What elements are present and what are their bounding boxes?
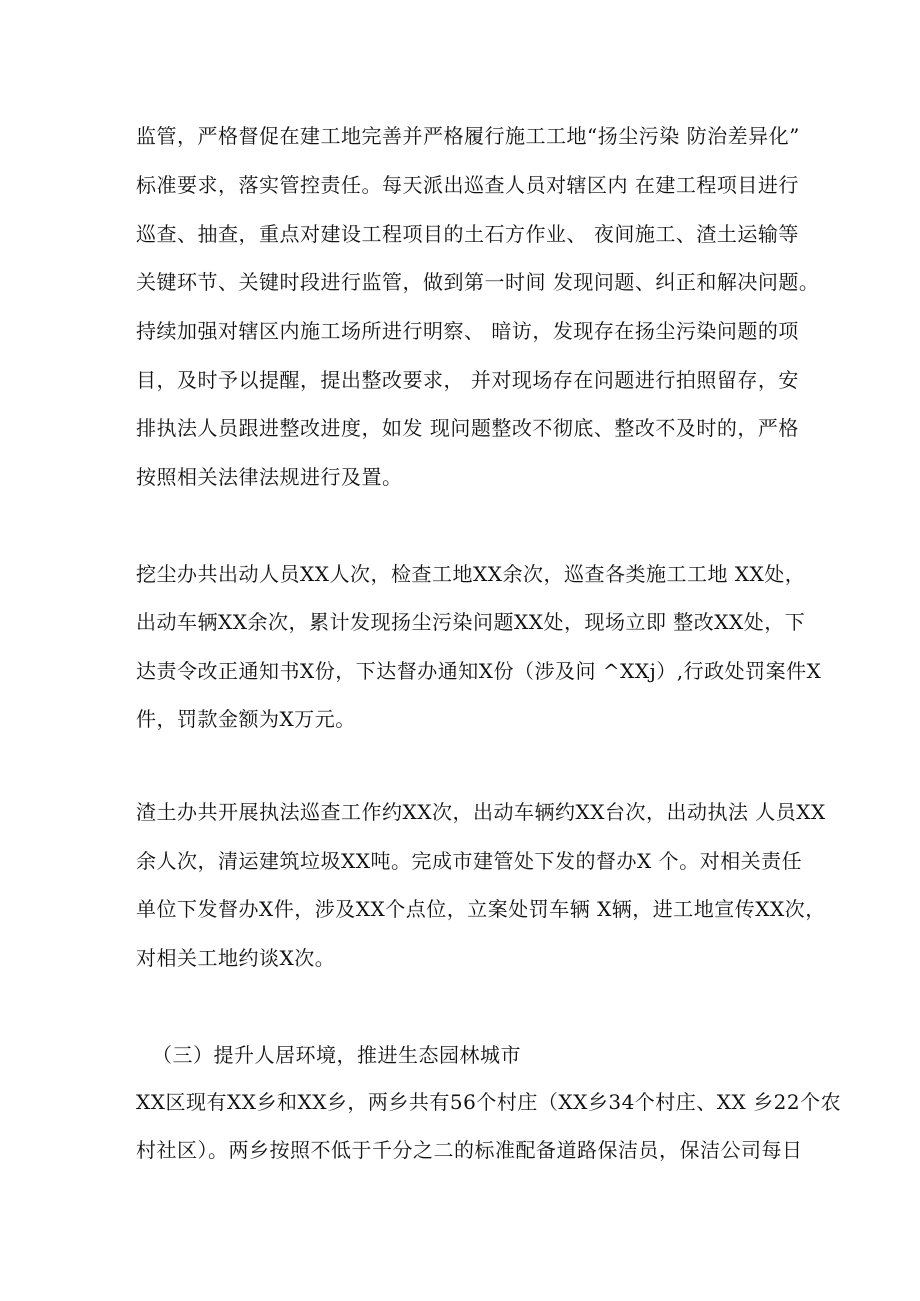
paragraph-line: 单位下发督办X件，涉及XX个点位，立案处罚车辆 X辆，进工地宣传XX次，: [136, 897, 826, 921]
paragraph-line: 监管，严格督促在建工地完善并严格履行施工工地“扬尘污染 防治差异化”: [136, 124, 800, 148]
paragraph-line: 排执法人员跟进整改进度，如发 现问题整改不彻底、整改不及时的，严格: [136, 416, 799, 440]
paragraph-line: 对相关工地约谈X次。: [136, 946, 336, 970]
paragraph-line: 渣土办共开展执法巡查工作约XX次，出动车辆约XX台次，出动执法 人员XX: [136, 800, 826, 824]
paragraph-line: 余人次，清运建筑垃圾XX吨。完成市建管处下发的督办X 个。对相关责任: [136, 849, 803, 873]
paragraph-line: 出动车辆XX余次，累计发现扬尘污染问题XX处，现场立即 整改XX处，下: [136, 610, 806, 634]
paragraph-line: 巡查、抽查，重点对建设工程项目的土石方作业、 夜间施工、渣土运输等: [136, 222, 799, 246]
paragraph-line: XX区现有XX乡和XX乡，两乡共有56个村庄（XX乡34个村庄、XX 乡22个农: [136, 1090, 842, 1114]
paragraph-line: 达责令改正通知书X份，下达督办通知X份（涉及问 ^XXj）,行政处罚案件X: [136, 659, 822, 683]
paragraph-line: 目，及时予以提醒，提出整改要求， 并对现场存在问题进行拍照留存，安: [136, 368, 799, 392]
paragraph-line: 持续加强对辖区内施工场所进行明察、 暗访，发现存在扬尘污染问题的项: [136, 319, 799, 343]
paragraph-line: 挖尘办共出动人员XX人次，检查工地XX余次，巡查各类施工工地 XX处，: [136, 562, 806, 586]
paragraph-line: 按照相关法律法规进行及置。: [136, 465, 403, 489]
paragraph-line: 村社区）。两乡按照不低于千分之二的标准配备道路保洁员，保洁公司每日: [136, 1138, 803, 1162]
paragraph-line: 标准要求，落实管控责任。每天派出巡查人员对辖区内 在建工程项目进行: [136, 173, 799, 197]
paragraph-line: 关键环节、关键时段进行监管，做到第一时间 发现问题、纠正和解决问题。: [136, 270, 820, 294]
section-heading: （三）提升人居环境，推进生态园林城市: [152, 1043, 521, 1067]
paragraph-line: 件，罚款金额为X万元。: [136, 707, 356, 731]
